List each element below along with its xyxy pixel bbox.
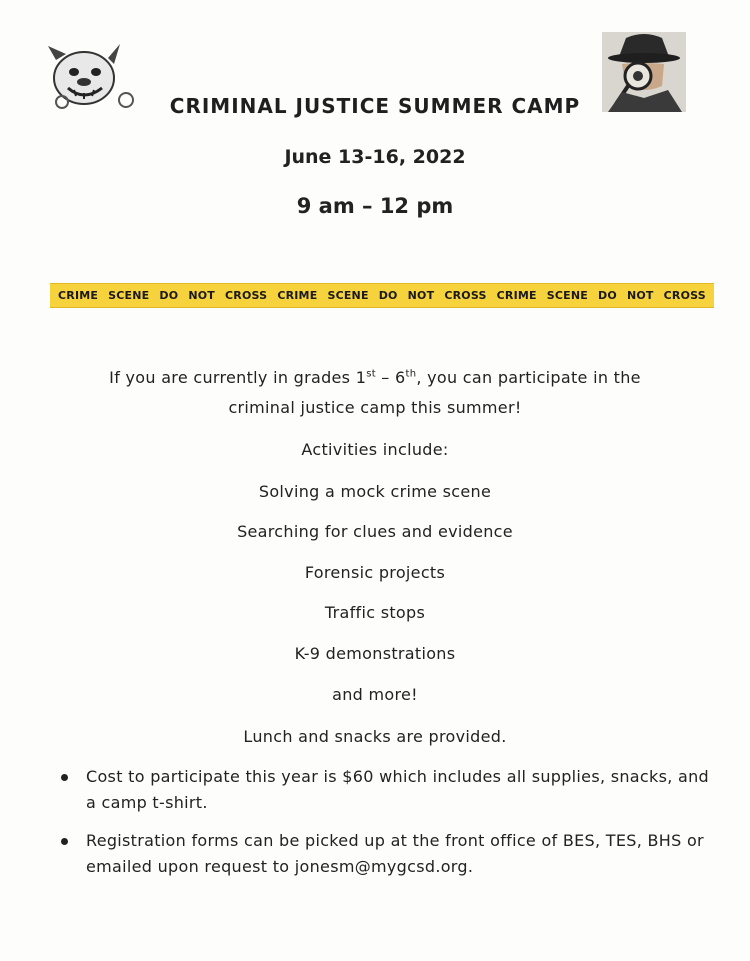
bullet-text: Registration forms can be picked up at the front office of BES, TES, BHS or emailed upon request to jonesm@mygcsd.org.	[86, 831, 704, 876]
tape-word: CROSS	[444, 289, 487, 302]
camp-hours: 9 am – 12 pm	[296, 194, 454, 218]
bullet-cost	[58, 764, 718, 816]
intro-text: If you are currently in grades 1	[109, 368, 367, 387]
activity-item: Traffic stops	[324, 603, 426, 622]
tape-word: CRIME	[277, 289, 318, 302]
tape-word: CRIME	[496, 289, 537, 302]
crime-scene-tape	[50, 283, 714, 308]
activities-heading: Activities include:	[301, 440, 449, 459]
bullet-text: Cost to participate this year is $60 which includes all supplies, snacks, and a camp t-shirt.	[86, 767, 709, 812]
tape-word: DO	[378, 289, 398, 302]
ordinal-suffix: th	[405, 368, 417, 380]
tape-word: DO	[598, 289, 617, 302]
info-bullets	[58, 764, 718, 892]
bullet-dot	[61, 774, 68, 781]
tape-word: SCENE	[327, 289, 369, 302]
activity-item: Solving a mock crime scene	[258, 482, 492, 501]
ordinal-suffix: st	[366, 368, 376, 380]
camp-title: CRIMINAL JUSTICE SUMMER CAMP	[169, 94, 581, 118]
lunch-note: Lunch and snacks are provided.	[243, 727, 507, 746]
tape-word: CROSS	[225, 289, 268, 302]
bullet-registration	[58, 828, 718, 880]
activity-item: and more!	[332, 685, 418, 704]
tape-word: SCENE	[546, 289, 588, 302]
activity-item: Forensic projects	[304, 563, 446, 582]
tape-word: NOT	[626, 289, 654, 302]
tape-word: NOT	[188, 289, 215, 302]
intro-line-2: criminal justice camp this summer!	[228, 398, 522, 417]
bullet-dot	[61, 838, 68, 845]
intro-text: – 6	[375, 368, 406, 387]
intro-line-1	[0, 368, 750, 387]
tape-word: DO	[159, 289, 179, 302]
camp-dates: June 13-16, 2022	[284, 146, 466, 168]
intro-text: , you can participate in the	[416, 368, 641, 387]
tape-word: CRIME	[58, 289, 99, 302]
activity-item: K-9 demonstrations	[294, 644, 456, 663]
tape-word: NOT	[407, 289, 435, 302]
tape-word: CROSS	[663, 289, 706, 302]
tape-word: SCENE	[108, 289, 150, 302]
activity-item: Searching for clues and evidence	[237, 522, 513, 541]
